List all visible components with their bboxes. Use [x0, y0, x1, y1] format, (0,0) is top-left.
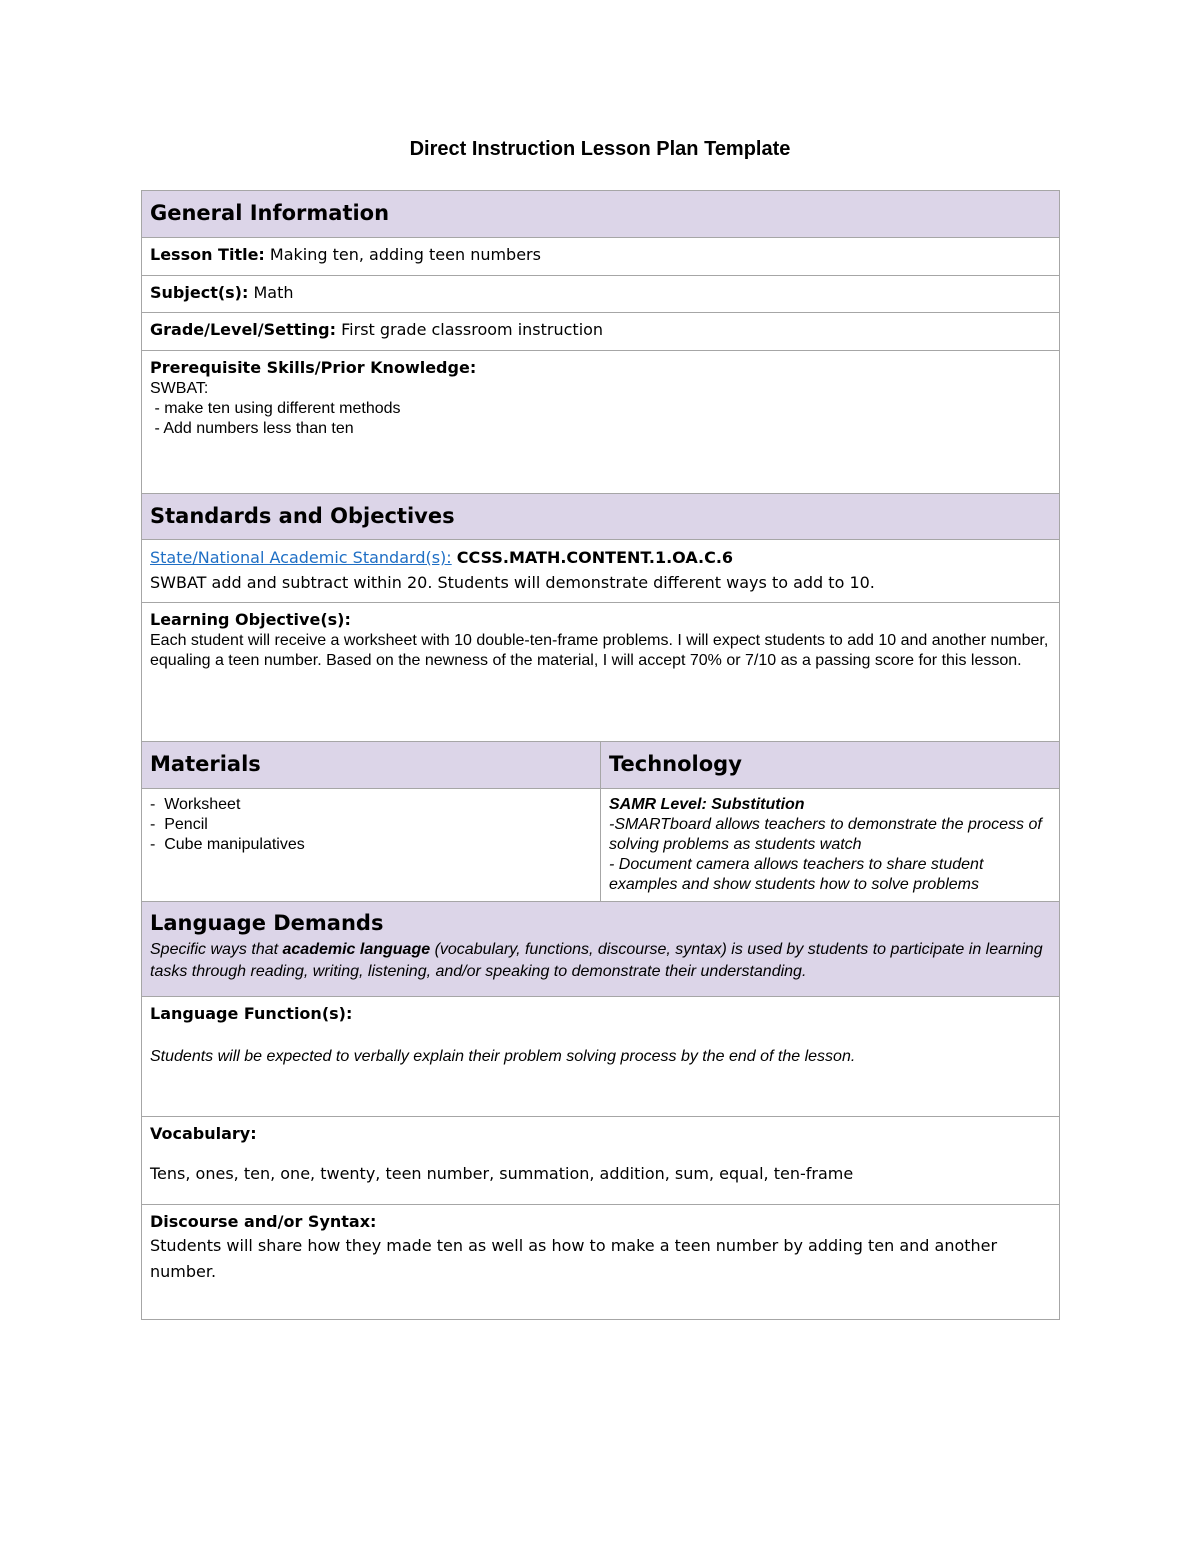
vocabulary-row — [142, 1117, 1060, 1205]
materials-header — [142, 742, 601, 789]
discourse-label: Discourse and/or Syntax: — [150, 1212, 377, 1231]
prereq-line: - Add numbers less than ten — [150, 420, 354, 437]
language-header — [142, 902, 1060, 997]
language-function-label: Language Function(s): — [150, 1004, 353, 1023]
grade-label: Grade/Level/Setting: — [150, 320, 337, 339]
lesson-plan-table — [141, 190, 1060, 1320]
standard-text: SWBAT add and subtract within 20. Students will demonstrate different ways to add to 10. — [150, 573, 875, 592]
language-heading: Language Demands — [150, 911, 384, 935]
lesson-title-label: Lesson Title: — [150, 245, 265, 264]
discourse-text: Students will share how they made ten as well as how to make a teen number by adding ten and another number. — [150, 1236, 998, 1281]
vocabulary-label: Vocabulary: — [150, 1124, 257, 1143]
objective-text: Each student will receive a worksheet with 10 double-ten-frame problems. I will expect students to add 10 and another number, equaling a teen number. Based on the newness of the material, I will accept 70% or 7/10 as a passing score for this lesson. — [150, 632, 1049, 669]
vocabulary-text: Tens, ones, ten, one, twenty, teen number, summation, addition, sum, equal, ten-frame — [150, 1164, 854, 1183]
objective-row — [142, 603, 1060, 742]
standard-link[interactable]: State/National Academic Standard(s): — [150, 548, 452, 567]
language-description: Specific ways that academic language (vocabulary, functions, discourse, syntax) is used by students to participate in learning tasks through reading, writing, listening, and/or speaking to demonstrate their understanding. — [150, 941, 1043, 980]
lesson-title-value: Making ten, adding teen numbers — [269, 245, 541, 264]
technology-header — [601, 742, 1060, 789]
lesson-title-row — [142, 238, 1060, 276]
prereq-row — [142, 351, 1060, 494]
materials-cell — [142, 789, 601, 902]
page-title: Direct Instruction Lesson Plan Template — [409, 138, 791, 160]
materials-heading: Materials — [150, 752, 261, 776]
language-function-row — [142, 997, 1060, 1117]
general-info-header — [142, 191, 1060, 238]
discourse-row — [142, 1205, 1060, 1320]
language-function-text: Students will be expected to verbally explain their problem solving process by the end of the lesson. — [150, 1048, 856, 1065]
standard-row — [142, 540, 1060, 603]
technology-cell — [601, 789, 1060, 902]
standard-code: CCSS.MATH.CONTENT.1.OA.C.6 — [456, 548, 734, 567]
technology-line: -SMARTboard allows teachers to demonstrate the process of solving problems as students watch — [609, 816, 1042, 853]
grade-value: First grade classroom instruction — [341, 320, 604, 339]
subjects-row — [142, 276, 1060, 313]
standards-header — [142, 494, 1060, 540]
general-info-heading: General Information — [150, 201, 390, 225]
materials-item: - Worksheet — [150, 796, 241, 813]
prereq-line: SWBAT: — [150, 380, 209, 397]
technology-line: - Document camera allows teachers to share student examples and show students how to solve problems — [609, 856, 984, 893]
subjects-value: Math — [253, 283, 294, 302]
prereq-line: - make ten using different methods — [150, 400, 401, 417]
grade-row — [142, 313, 1060, 351]
prereq-label: Prerequisite Skills/Prior Knowledge: — [150, 358, 477, 377]
technology-heading: Technology — [609, 752, 742, 776]
objective-label: Learning Objective(s): — [150, 610, 351, 629]
subjects-label: Subject(s): — [150, 283, 249, 302]
samr-level: SAMR Level: Substitution — [609, 796, 805, 813]
materials-item: - Pencil — [150, 816, 208, 833]
standards-heading: Standards and Objectives — [150, 504, 455, 528]
materials-list — [150, 795, 592, 855]
materials-item: - Cube manipulatives — [150, 836, 305, 853]
